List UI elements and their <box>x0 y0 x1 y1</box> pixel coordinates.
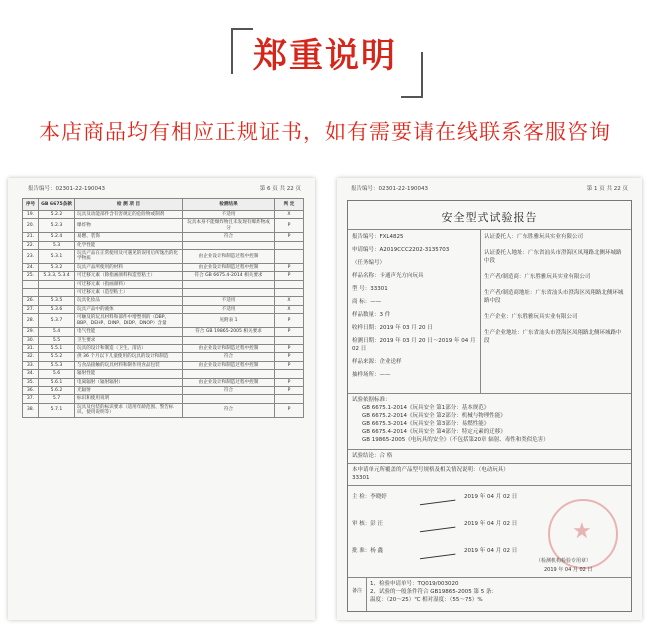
table-cell: 5.3 <box>39 241 75 249</box>
info-field: 生产企业地址：广东省汕头市澄海区凤翔路北侧环城路中段 <box>484 330 622 344</box>
table-cell: 5.3.1 <box>39 250 75 264</box>
table-cell: 25. <box>23 272 39 280</box>
table-cell <box>275 336 304 344</box>
table-cell <box>275 241 304 249</box>
table-cell: 5.7.1 <box>39 403 75 417</box>
table-cell: 21. <box>23 233 39 241</box>
table-cell: 标识和使用说明 <box>75 395 183 403</box>
signer-date: 2019 年 04 月 02 日 <box>464 548 518 554</box>
table-cell: 化学性能 <box>75 241 183 249</box>
page-title: 郑重说明 <box>253 36 397 76</box>
basis-item: GB 6675.1-2014《玩具安全 第1部分：基本规范》 <box>362 405 490 411</box>
table-cell: 32. <box>23 353 39 361</box>
info-field: 商 标：—— <box>352 299 382 305</box>
table-cell: 不适用 <box>183 305 275 313</box>
signer-date: 2019 年 04 月 02 日 <box>464 494 518 500</box>
page-number: 第 6 页 共 22 页 <box>259 186 301 192</box>
report-title: 安全型式试验报告 <box>441 211 538 224</box>
signer-role: 审 核：彭 汪 <box>352 521 383 527</box>
table-cell: 由企业设计和制造过程中控制 <box>183 361 275 369</box>
table-cell: 玩具产品所使用的材料 <box>75 263 183 271</box>
report-number: 报告编号：02301-22-190043 <box>28 186 105 192</box>
table-row <box>23 219 304 233</box>
table-cell: 35. <box>23 378 39 386</box>
table-cell <box>183 395 275 403</box>
table-cell: 5.6.1 <box>39 378 75 386</box>
table-cell <box>39 289 75 297</box>
table-cell: P <box>275 314 304 328</box>
table-row <box>23 289 304 297</box>
table-cell: 5.5.2 <box>39 353 75 361</box>
table-row <box>23 263 304 271</box>
table-cell: 可迁移元素（指画颜料） <box>75 280 183 288</box>
table-row <box>23 297 304 305</box>
inspection-table <box>22 198 304 418</box>
basis-title: 试验依据标准： <box>352 397 391 403</box>
notice-text: 本店商品均有相应正规证书，如有需要请在线联系客服咨询 <box>39 120 611 144</box>
table-cell: 见附表 1 <box>183 314 275 328</box>
table-cell: 玩具及动能部件含有害规定的危险物或制剂 <box>75 211 183 219</box>
table-cell <box>183 370 275 378</box>
table-cell: 22. <box>23 241 39 249</box>
divider <box>348 393 631 394</box>
divider <box>348 463 631 464</box>
info-field: （任务编号） <box>352 260 386 266</box>
test-report-table-page <box>8 178 315 620</box>
info-field: 申请编号：A2019CCC2202-3135703 <box>352 247 450 253</box>
notes <box>370 580 628 604</box>
divider <box>480 229 481 393</box>
table-row <box>23 344 304 352</box>
handwritten-signature <box>420 488 458 506</box>
table-row <box>23 395 304 403</box>
table-row <box>23 353 304 361</box>
table-cell: 供 36 个月以下儿童使用的玩具的设计和制造 <box>75 353 183 361</box>
header <box>0 0 650 100</box>
table-cell: 可迁移元素（造型粘土） <box>75 289 183 297</box>
table-cell: 19. <box>23 211 39 219</box>
table-row <box>23 272 304 280</box>
handwritten-signature <box>420 515 458 533</box>
table-row <box>23 403 304 417</box>
table-cell: 5.3.3, 5.3.4 <box>39 272 75 280</box>
info-field: 认证委托人：广东胜雅玩具实业有限公司 <box>484 234 584 240</box>
info-field: 生产企业：广东胜雅玩具实业有限公司 <box>484 314 578 320</box>
table-cell: 34. <box>23 370 39 378</box>
info-field: 抽样场所：—— <box>352 372 391 378</box>
info-field: 型 号：33301 <box>352 286 388 292</box>
table-cell: 由企业设计和制造过程中控制 <box>183 378 275 386</box>
table-cell: 玩具本身不能爆炸物且未发现有爆炸物成分 <box>183 219 275 233</box>
table-cell <box>275 289 304 297</box>
table-cell: P <box>275 328 304 336</box>
table-cell: 电气性能 <box>75 328 183 336</box>
scope-model: 33301 <box>352 475 370 481</box>
table-cell: 5.4 <box>39 328 75 336</box>
table-cell: P <box>275 263 304 271</box>
table-cell: 5.6 <box>39 370 75 378</box>
table-cell: 38. <box>23 403 39 417</box>
handwritten-signature <box>420 542 458 560</box>
table-cell: 30. <box>23 336 39 344</box>
divider <box>348 577 631 578</box>
basis-item: GB 6675.2-2014《玩具安全 第2部分：机械与物理性能》 <box>362 413 506 419</box>
divider <box>348 485 631 486</box>
table-row <box>23 280 304 288</box>
table-cell: 符合 <box>183 353 275 361</box>
table-cell: 符合 <box>183 386 275 394</box>
table-cell: 29. <box>23 328 39 336</box>
table-cell: 5.3.6 <box>39 305 75 313</box>
table-cell: 33. <box>23 361 39 369</box>
table-cell: 电离辐射（辐射辐射） <box>75 378 183 386</box>
table-cell: 符合 GB 6675.4-2014 相关要求 <box>183 272 275 280</box>
table-cell: P <box>275 386 304 394</box>
info-field: 样品名称：卡通声光方向玩具 <box>352 273 424 279</box>
table-cell: 由企业设计和制造过程中控制 <box>183 250 275 264</box>
table-row <box>23 211 304 219</box>
table-cell: 5.6.2 <box>39 386 75 394</box>
info-field: 认证委托人地址：广东省汕头市澄海区凤翔路北侧环城路中段 <box>484 250 622 264</box>
stamp-caption: （检测机构检验专用章） <box>536 558 592 564</box>
star-icon: ★ <box>572 519 592 544</box>
table-row <box>23 370 304 378</box>
conclusion: 试验结论：合 格 <box>352 453 393 459</box>
info-field: 样品来源：企业送样 <box>352 359 402 365</box>
table-cell: 符合 <box>183 233 275 241</box>
table-row <box>23 386 304 394</box>
divider <box>366 577 367 611</box>
table-row <box>23 233 304 241</box>
col-header: 检 测 项 目 <box>75 199 183 211</box>
table-cell: 不适用 <box>183 297 275 305</box>
col-header: 判 定 <box>275 199 304 211</box>
table-cell: 由企业设计和制造过程中控制 <box>183 263 275 271</box>
table-cell: 5.3.2 <box>39 263 75 271</box>
table-header-row <box>23 199 304 211</box>
table-cell <box>183 336 275 344</box>
table-cell: 易燃、装饰 <box>75 233 183 241</box>
divider <box>348 229 631 230</box>
table-cell: 爆炸物 <box>75 219 183 233</box>
info-field: 样品数量：3 件 <box>352 312 391 318</box>
table-cell: 可迁移元素（除指画颜料和造型粘土） <box>75 272 183 280</box>
info-field: 检测日期：2019 年 03 月 20 日～2019 年 04 月 02 日 <box>352 338 476 352</box>
table-cell: 26. <box>23 297 39 305</box>
table-cell: 36. <box>23 386 39 394</box>
table-row <box>23 361 304 369</box>
table-cell: 可触及的玩具材料和部件中增塑剂的（DBP、BBP、DEHP、DINP、DIDP、DNOP）含量 <box>75 314 183 328</box>
table-cell: X <box>275 297 304 305</box>
info-field: 收样日期：2019 年 03 月 20 日 <box>352 325 433 331</box>
applicant-info <box>484 233 626 353</box>
table-row <box>23 378 304 386</box>
table-cell <box>183 289 275 297</box>
note-item: 温度：（20～25）℃ 相对湿度：（55～75）% <box>370 597 483 603</box>
note-item: 2、试验的一般条件符合 GB19865-2005 第 5 条： <box>370 589 498 595</box>
table-cell: P <box>275 344 304 352</box>
col-header: 序号 <box>23 199 39 211</box>
page-number: 第 1 页 共 22 页 <box>586 186 628 192</box>
table-cell: 5.2.3 <box>39 219 75 233</box>
table-cell: P <box>275 353 304 361</box>
table-cell: X <box>275 305 304 313</box>
table-cell: 光辐射 <box>75 386 183 394</box>
sample-info <box>352 233 478 384</box>
table-cell: 符合 <box>183 403 275 417</box>
table-cell <box>183 241 275 249</box>
table-cell: 卫生要求 <box>75 336 183 344</box>
table-cell: P <box>275 272 304 280</box>
table-cell: 28. <box>23 314 39 328</box>
report-number: 报告编号：02301-22-190043 <box>351 186 428 192</box>
table-cell <box>23 289 39 297</box>
table-cell: 24. <box>23 263 39 271</box>
table-cell: P <box>275 378 304 386</box>
table-cell <box>39 280 75 288</box>
basis-list <box>362 404 624 444</box>
table-row <box>23 241 304 249</box>
basis-item: GB 6675.3-2014《玩具安全 第3部分：易燃性能》 <box>362 421 490 427</box>
scope-text: 本申请单元所覆盖的产品型号规格及相关情况说明：（电动玩具） <box>352 467 509 473</box>
table-row <box>23 336 304 344</box>
safety-test-report-page <box>337 178 642 620</box>
table-cell: 20. <box>23 219 39 233</box>
table-cell <box>275 395 304 403</box>
table-row <box>23 250 304 264</box>
table-cell: 5.2.4 <box>39 233 75 241</box>
table-cell: P <box>275 361 304 369</box>
col-header: GB 6675条款 <box>39 199 75 211</box>
table-cell <box>23 280 39 288</box>
col-header: 检测结果 <box>183 199 275 211</box>
table-row <box>23 314 304 328</box>
note-item: 1、检验申请单号：TQ019/003020 <box>370 581 459 587</box>
table-row <box>23 305 304 313</box>
table-cell <box>183 280 275 288</box>
stamp-date: 2019 年 04 月 02 日 <box>544 567 593 573</box>
info-field: 生产者/制造商：广东胜雅玩具实业有限公司 <box>484 274 591 280</box>
report-frame <box>347 200 632 612</box>
table-cell: 5.2.2 <box>39 211 75 219</box>
table-cell: 5.3.5 <box>39 297 75 305</box>
table-cell: P <box>275 233 304 241</box>
table-cell: 5.5 <box>39 336 75 344</box>
table-cell: X <box>275 211 304 219</box>
table-cell: 与食品接触的玩具材料和制作用食品包装 <box>75 361 183 369</box>
table-cell: P <box>275 219 304 233</box>
table-cell: 5.5.1 <box>39 344 75 352</box>
signer-role: 主 检：李晓婷 <box>352 494 387 500</box>
basis-item: GB 6675.4-2014《玩具安全 第4部分：特定元素的迁移》 <box>362 429 506 435</box>
table-cell: 玩具化妆品 <box>75 297 183 305</box>
table-cell: 符合 GB 19865-2005 相关要求 <box>183 328 275 336</box>
table-cell: 辐射性能 <box>75 370 183 378</box>
table-cell: 37. <box>23 395 39 403</box>
table-cell: 玩具及包装的标识要求（适用年龄范围、警告标识、使用说明等） <box>75 403 183 417</box>
table-cell: 玩具产品在正常使用及可遇见的误用后所逸出的化学物质 <box>75 250 183 264</box>
table-cell: 23. <box>23 250 39 264</box>
table-row <box>23 328 304 336</box>
info-field: 生产者/制造商地址：广东省汕头市澄海区凤翔路北侧环城路中段 <box>484 290 624 304</box>
table-cell <box>275 280 304 288</box>
table-cell: P <box>275 403 304 417</box>
table-cell: 由企业设计和制造过程中控制 <box>183 344 275 352</box>
basis-item: GB 19865-2005《电玩具的安全》（不包括第20章 辐射、毒性和类似危害） <box>362 437 549 443</box>
table-cell: 玩具的设计和制造（卫生、清洁） <box>75 344 183 352</box>
table-cell: 27. <box>23 305 39 313</box>
table-cell: 5.7 <box>39 395 75 403</box>
table-cell: 玩具产品中的液体 <box>75 305 183 313</box>
divider <box>348 449 631 450</box>
signer-date: 2019 年 04 月 02 日 <box>464 521 518 527</box>
info-field: 报告编号：FXL4825 <box>352 234 404 240</box>
table-cell: 不适用 <box>183 211 275 219</box>
table-cell <box>275 370 304 378</box>
signer-role: 批 准：杨 鑫 <box>352 548 383 554</box>
table-cell: 31. <box>23 344 39 352</box>
table-cell: 5.3.7 <box>39 314 75 328</box>
table-cell: 5.5.3 <box>39 361 75 369</box>
table-cell <box>275 250 304 264</box>
remark-label: 备注 <box>352 588 363 594</box>
